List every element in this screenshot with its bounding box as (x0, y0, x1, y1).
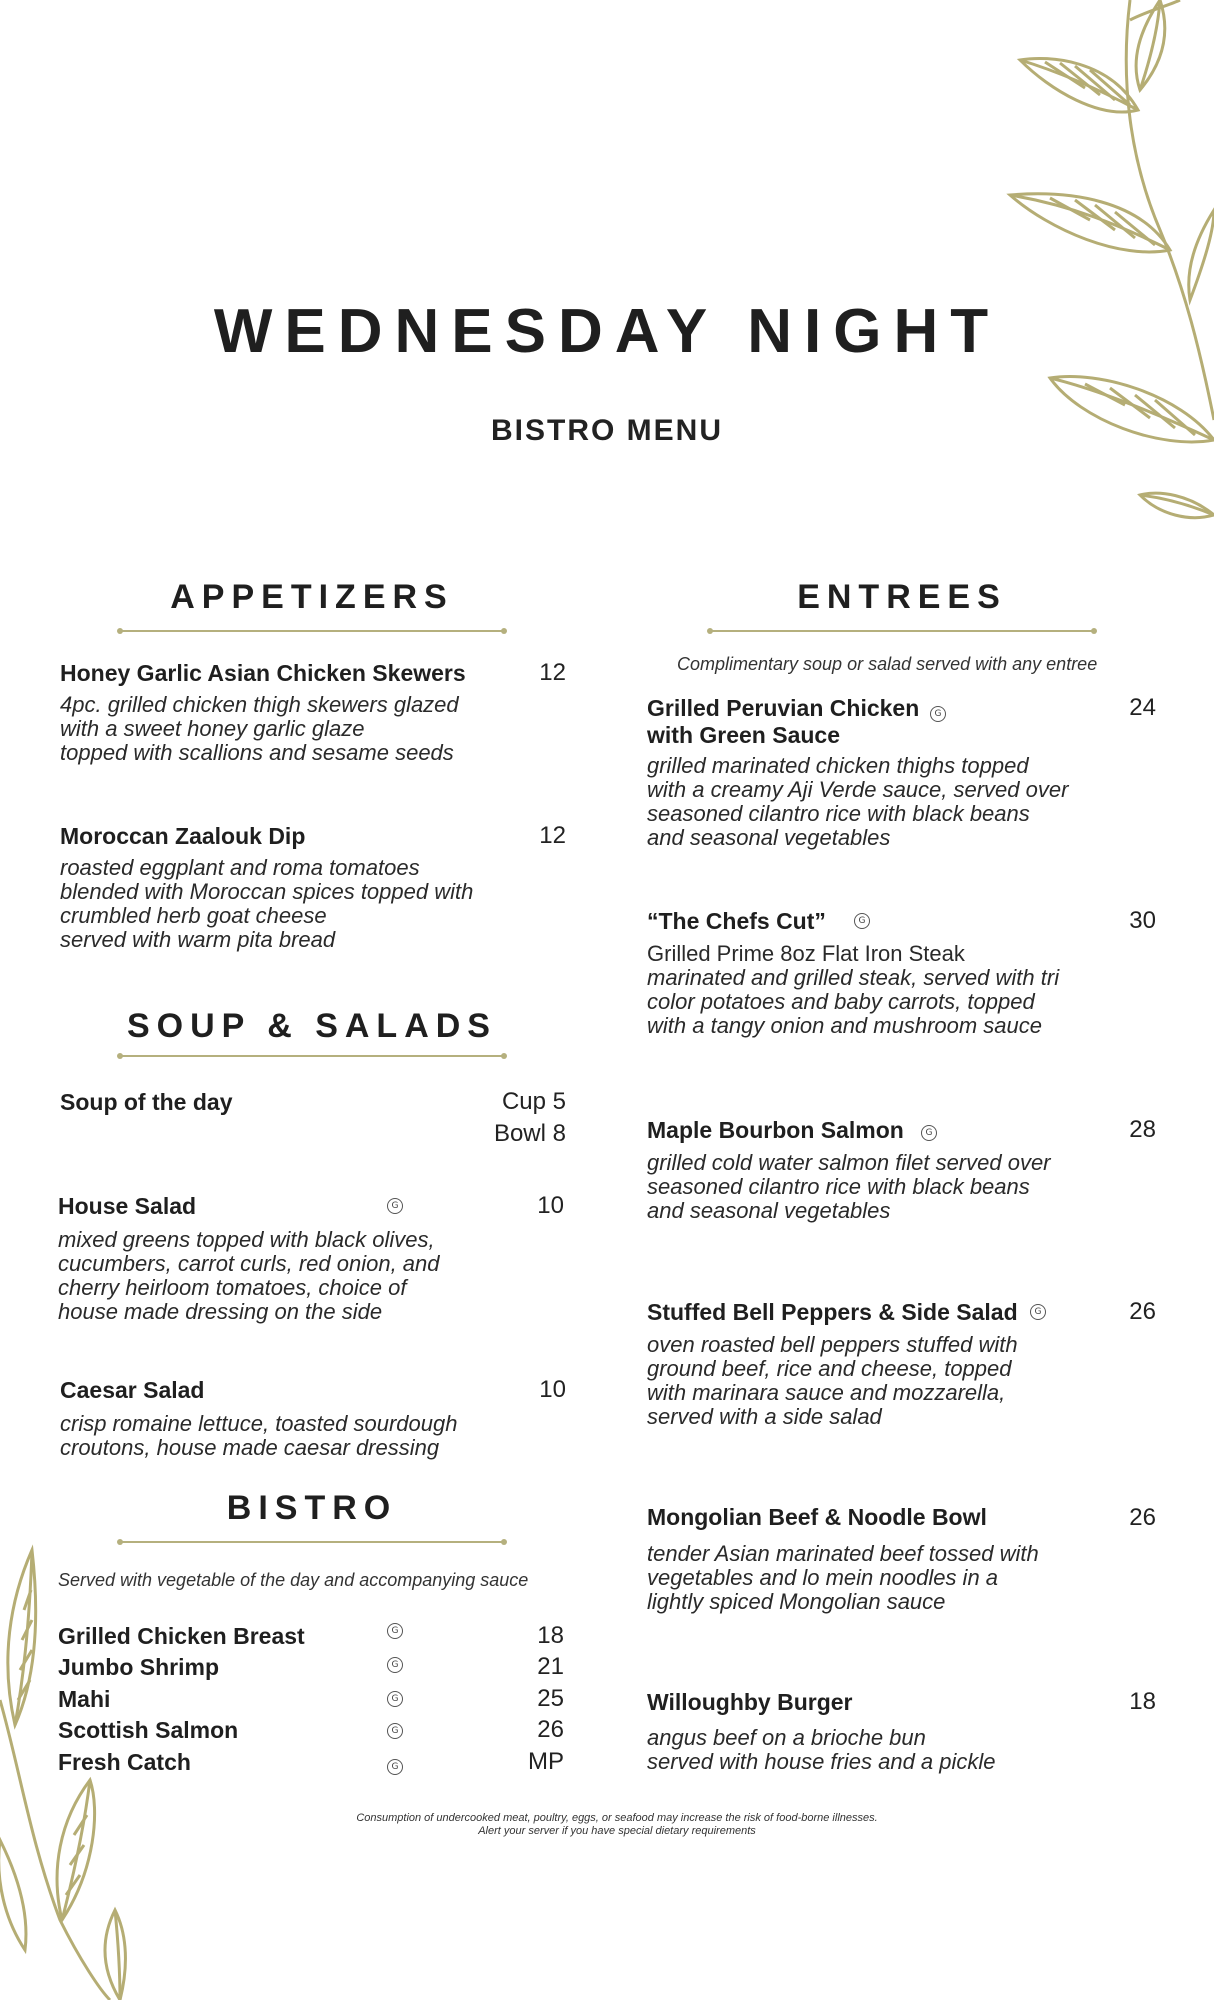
menu-item-description: tender Asian marinated beef tossed with vegetables and lo mein noodles in a lightly spiced Mongolian sauce (647, 1541, 1039, 1614)
menu-item-description: 4pc. grilled chicken thigh skewers glazed with a sweet honey garlic glaze topped with scallions and sesame seeds (60, 692, 459, 765)
menu-item-name: Maple Bourbon Salmon (647, 1117, 904, 1143)
soup-salads-divider (120, 1055, 504, 1057)
menu-item-name: Mongolian Beef & Noodle Bowl (647, 1504, 987, 1530)
menu-item-name: “The Chefs Cut” (647, 908, 826, 934)
menu-item-name: Jumbo Shrimp (58, 1654, 220, 1680)
menu-item-description: grilled marinated chicken thighs topped with a creamy Aji Verde sauce, served over seasoned cilantro rice with black beans and seasonal vegetables (647, 753, 1069, 850)
menu-item-description: crisp romaine lettuce, toasted sourdough croutons, house made caesar dressing (60, 1411, 458, 1460)
appetizers-heading: APPETIZERS (170, 578, 454, 616)
allergen-disclaimer: Consumption of undercooked meat, poultry, eggs, or seafood may increase the risk of food-borne illnesses. Alert your server if you have special dietary requirements (356, 1812, 878, 1837)
page-title: WEDNESDAY NIGHT (213, 297, 1001, 366)
gluten-free-icon: G (930, 706, 946, 722)
menu-item-price: 28 (1129, 1116, 1156, 1143)
menu-item-price: 21 (537, 1653, 564, 1680)
gluten-free-icon: G (854, 913, 870, 929)
menu-item-description: oven roasted bell peppers stuffed with ground beef, rice and cheese, topped with marinara sauce and mozzarella, served with a side salad (647, 1332, 1018, 1429)
menu-item-price: 26 (1129, 1298, 1156, 1325)
entrees-divider (710, 630, 1094, 632)
page-subtitle: BISTRO MENU (491, 414, 723, 447)
gluten-free-icon: G (387, 1198, 403, 1214)
menu-item-price: 18 (537, 1622, 564, 1649)
menu-item-price: Bowl 8 (493, 1120, 566, 1147)
menu-item-price: 10 (537, 1192, 564, 1219)
menu-item-name: Moroccan Zaalouk Dip (60, 823, 306, 849)
menu-item-price: 30 (1129, 907, 1156, 934)
gluten-free-icon: G (387, 1723, 403, 1739)
gluten-free-icon: G (387, 1691, 403, 1707)
bistro-heading: BISTRO (226, 1489, 398, 1527)
gluten-free-icon: G (387, 1623, 403, 1639)
menu-item-price: 10 (539, 1376, 566, 1403)
gluten-free-icon: G (387, 1657, 403, 1673)
bistro-divider (120, 1541, 504, 1543)
menu-item-name: Fresh Catch (58, 1749, 191, 1775)
entrees-note: Complimentary soup or salad served with any entree (677, 654, 1098, 674)
menu-item-description: angus beef on a brioche bun served with house fries and a pickle (647, 1725, 996, 1774)
menu-item-description: mixed greens topped with black olives, cucumbers, carrot curls, red onion, and cherry heirloom tomatoes, choice of house made dressing on the side (58, 1227, 440, 1324)
gluten-free-icon: G (387, 1759, 403, 1775)
menu-item-price: 18 (1129, 1688, 1156, 1715)
soup-salads-heading: SOUP & SALADS (127, 1007, 497, 1045)
menu-item-name: Grilled Peruvian Chicken with Green Sauce (647, 695, 920, 748)
bistro-note: Served with vegetable of the day and accompanying sauce (58, 1570, 529, 1590)
menu-item-name: Scottish Salmon (58, 1717, 239, 1743)
appetizers-divider (120, 630, 504, 632)
menu-item-price: 26 (537, 1716, 564, 1743)
menu-item-name: Mahi (58, 1686, 111, 1712)
menu-item-description: roasted eggplant and roma tomatoes blended with Moroccan spices topped with crumbled herb goat cheese served with warm pita bread (60, 855, 474, 952)
entrees-heading: ENTREES (797, 578, 1007, 616)
gluten-free-icon: G (921, 1125, 937, 1141)
menu-item-name: House Salad (58, 1193, 197, 1219)
menu-item-name: Stuffed Bell Peppers & Side Salad (647, 1299, 1018, 1325)
menu-item-name: Soup of the day (60, 1089, 233, 1115)
menu-item-price: Cup 5 (501, 1088, 566, 1115)
menu-item-name: Grilled Chicken Breast (58, 1623, 305, 1649)
menu-item-name: Willoughby Burger (647, 1689, 853, 1715)
menu-item-name: Caesar Salad (60, 1377, 205, 1403)
menu-item-description: Grilled Prime 8oz Flat Iron Steak marinated and grilled steak, served with tri color potatoes and baby carrots, topped with a tangy onion and mushroom sauce (647, 941, 1060, 1038)
menu-item-price: 24 (1129, 694, 1156, 721)
menu-item-price: 25 (537, 1685, 564, 1712)
menu-item-description: grilled cold water salmon filet served over seasoned cilantro rice with black beans and seasonal vegetables (647, 1150, 1051, 1223)
menu-item-name: Honey Garlic Asian Chicken Skewers (60, 660, 466, 686)
leaf-branch-icon (990, 0, 1214, 540)
menu-item-price: 12 (539, 659, 566, 686)
gluten-free-icon: G (1030, 1304, 1046, 1320)
menu-item-price: 12 (539, 822, 566, 849)
menu-item-price: 26 (1129, 1504, 1156, 1531)
menu-item-price: MP (528, 1748, 564, 1775)
